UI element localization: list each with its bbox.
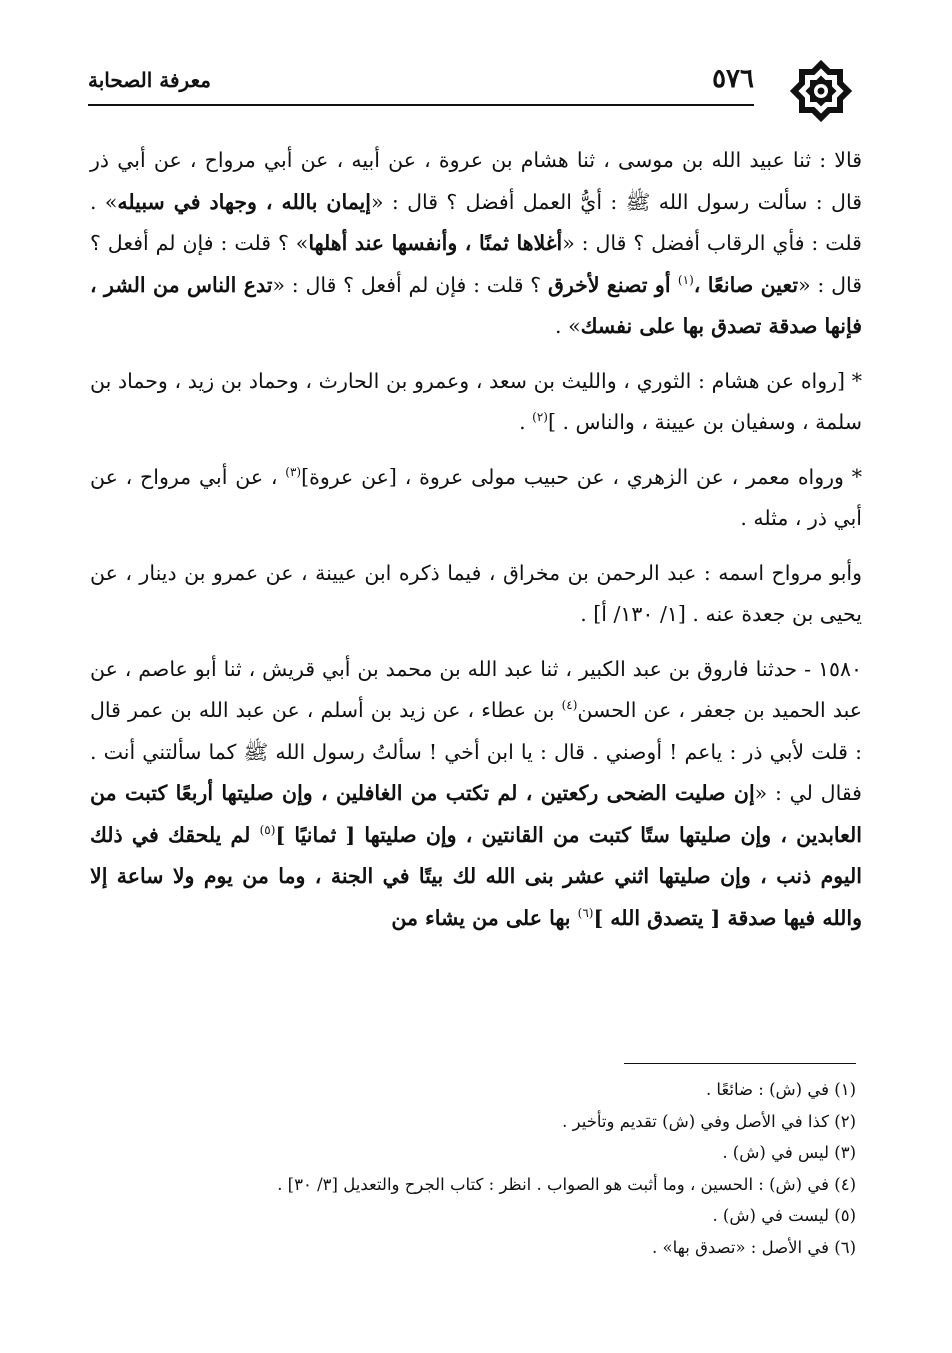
footnote-separator bbox=[624, 1063, 856, 1064]
bold-quote: لم يلحقك في ذلك اليوم ذنب ، وإن صليتها اثني عشر بنى الله لك بيتًا في الجنة ، وما من يوم ولا ساعة إلا والله فيها صدقة [ يتصدق الله ] bbox=[90, 822, 862, 930]
bold-quote: أغلاها ثمنًا ، وأنفسها عند أهلها bbox=[308, 231, 563, 255]
bold-quote: إن صليت الضحى ركعتين ، لم تكتب من الغافلين ، وإن صليتها أربعًا كتبت من العابدين ، وإن صليتها ستًا كتبت من القانتين ، وإن صليتها [ ثمانيًا ] bbox=[90, 781, 862, 847]
footnote: (٣) ليس في (ش) . bbox=[722, 1143, 856, 1162]
text-run: بن عطاء ، عن زيد بن أسلم ، عن عبد الله بن عمر قال : قلت لأبي ذر : ياعم ! أوصني . قال : يا ابن أخي ! سألتُ رسول الله ﷺ كما سألتني أنت . فقال لي : « bbox=[90, 698, 862, 805]
text-run: وأبو مرواح اسمه : عبد الرحمن بن مخراق ، فيما ذكره ابن عيينة ، عن عمرو بن دينار ، عن يحيى بن جعدة عنه . [١/ ١٣٠/ أ] . bbox=[90, 560, 862, 626]
paragraph-hadith-1580 bbox=[90, 649, 862, 940]
footnote-ref: (١) bbox=[677, 272, 694, 287]
footnote-ref: (٢) bbox=[532, 410, 548, 425]
footnote-ref: (٦) bbox=[577, 905, 594, 920]
text-run: قالا : ثنا عبيد الله بن موسى ، ثنا هشام بن عروة ، عن أبيه ، عن أبي مرواح ، عن أبي ذر قال : سألت رسول الله ﷺ : أيُّ العمل أفضل ؟ قال : « bbox=[90, 148, 862, 214]
text-run: ١٥٨٠ - حدثنا فاروق بن عبد الكبير ، ثنا عبد الله بن محمد بن أبي قريش ، ثنا أبو عاصم ، عن عبد الحميد بن جعفر ، عن الحسن bbox=[90, 656, 862, 722]
page-number: ٥٧٦ bbox=[712, 64, 754, 94]
paragraph-narration-note bbox=[90, 361, 862, 444]
paragraph-hadith-1579 bbox=[90, 140, 862, 348]
running-header bbox=[88, 62, 864, 122]
ornament-icon bbox=[786, 56, 856, 126]
text-run: » . قلت : فأي الرقاب أفضل ؟ قال : « bbox=[90, 189, 862, 255]
bold-quote: تعين صانعًا ، bbox=[693, 272, 799, 297]
text-run: * ورواه معمر ، عن الزهري ، عن حبيب مولى عروة ، [عن عروة] bbox=[301, 464, 862, 489]
footnote: (٥) ليست في (ش) . bbox=[712, 1206, 856, 1225]
header-rule bbox=[88, 104, 754, 106]
book-title: معرفة الصحابة bbox=[88, 68, 211, 92]
bold-quote: إيمان بالله ، وجهاد في سبيله bbox=[117, 189, 371, 214]
paragraph-narration-mamar bbox=[90, 457, 862, 540]
text-run: ، عن أبي مرواح ، عن أبي ذر ، مثله . bbox=[90, 464, 862, 530]
footnote-ref: (٤) bbox=[561, 698, 578, 713]
text-run: » ؟ قلت : فإن لم أفعل ؟ قال : « bbox=[90, 231, 863, 297]
footnote-ref: (٣) bbox=[285, 464, 302, 479]
footnote: (٦) في الأصل : «تصدق بها» . bbox=[652, 1237, 856, 1257]
main-text bbox=[90, 140, 862, 952]
footnote: (٤) في (ش) : الحسين ، وما أثبت هو الصواب . انظر : كتاب الجرح والتعديل [٣/ ٣٠] . bbox=[277, 1174, 856, 1194]
text-run: » . bbox=[555, 314, 581, 338]
footnote-ref: (٥) bbox=[259, 822, 276, 837]
footnote: (١) في (ش) : ضائعًا . bbox=[705, 1080, 856, 1099]
text-run: * [رواه عن هشام : الثوري ، والليث بن سعد ، وعمرو بن الحارث ، وحماد بن زيد ، وحماد بن سلمة ، وسفيان بن عيينة ، والناس . ] bbox=[90, 368, 862, 434]
text-run: . bbox=[519, 410, 533, 434]
footnote: (٢) كذا في الأصل وفي (ش) تقديم وتأخير . bbox=[562, 1111, 856, 1131]
bold-quote: أو تصنع لأخرق bbox=[547, 272, 678, 297]
bold-quote: بها على من يشاء من bbox=[391, 905, 578, 930]
paragraph-abu-marwah bbox=[90, 553, 862, 636]
footnotes bbox=[90, 1074, 856, 1263]
text-run: ؟ قلت : فإن لم أفعل ؟ قال : « bbox=[272, 272, 548, 297]
bold-quote: تدع الناس من الشر ، فإنها صدقة تصدق بها على نفسك bbox=[90, 272, 862, 338]
